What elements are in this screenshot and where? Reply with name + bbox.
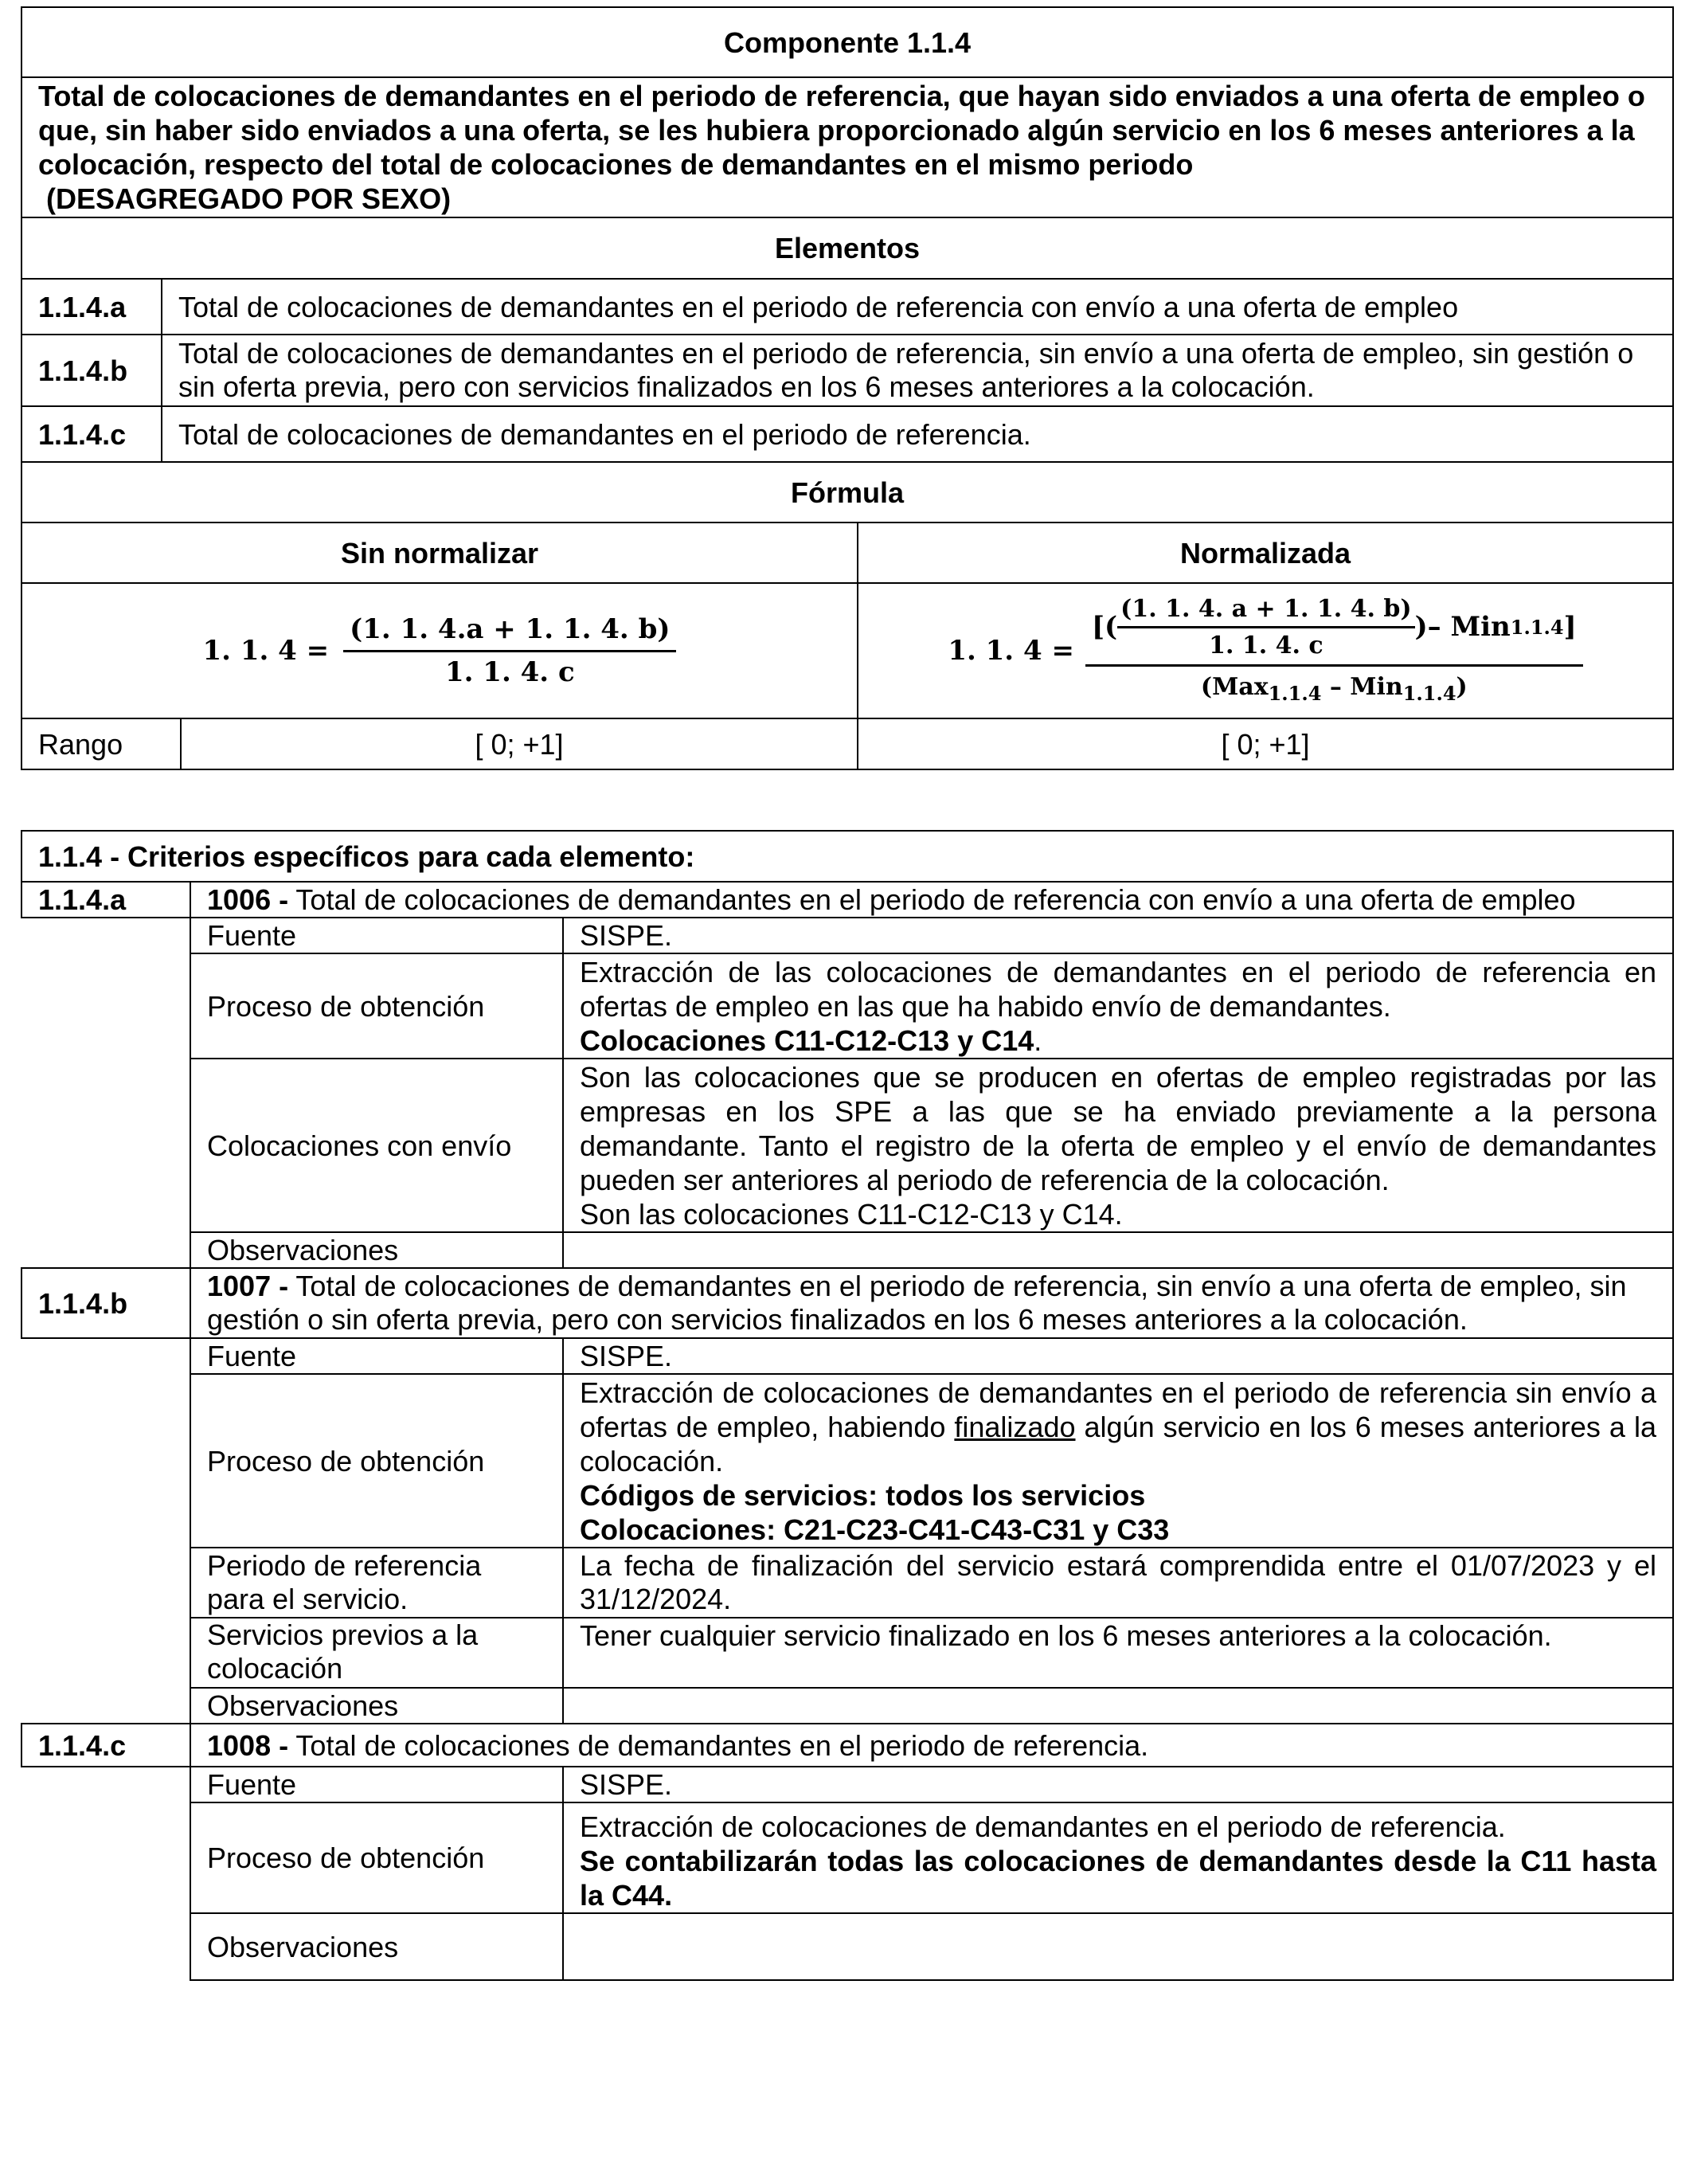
row-label: Observaciones	[190, 1688, 563, 1724]
row-label: Fuente	[190, 918, 563, 953]
formula-min-term: )– Min	[1414, 610, 1511, 643]
element-row	[22, 335, 1673, 406]
criteria-element-a	[22, 882, 1673, 918]
row-label: Observaciones	[190, 1913, 563, 1980]
row-label: Fuente	[190, 1338, 563, 1374]
criteria-code: 1.1.4.c	[22, 1724, 190, 1767]
formula-inner-denominator: 1. 1. 4. c	[1209, 631, 1324, 660]
formula-inner-fraction	[1117, 592, 1414, 663]
element-code: 1.1.4.b	[22, 335, 162, 406]
criteria-code: 1.1.4.b	[22, 1268, 190, 1338]
formula-outer-denominator	[1194, 667, 1474, 710]
row-value-empty	[563, 1232, 1673, 1268]
formula-outer-fraction	[1085, 592, 1583, 710]
criteria-id: 1007 -	[207, 1270, 289, 1302]
criteria-title-text: Total de colocaciones de demandantes en el periodo de referencia.	[288, 1728, 1149, 1762]
row-label: Proceso de obtención	[190, 1802, 563, 1913]
row-value: SISPE.	[563, 1338, 1673, 1374]
formula-max-term: (Max	[1200, 672, 1269, 701]
component-description-text: Total de colocaciones de demandantes en el periodo de referencia, que hayan sido enviados a una oferta de empleo o que, sin haber sido enviados a una oferta, se les hubiera proporcionado algún servicio en los 6 meses anteriores a la colocación, respecto del total de colocaciones de demandantes en el mismo periodo	[38, 80, 1645, 181]
row-label: Periodo de referencia para el servicio.	[190, 1548, 563, 1618]
row-label: Proceso de obtención	[190, 1374, 563, 1548]
row-value: SISPE.	[563, 1767, 1673, 1802]
criteria-spacer	[22, 918, 190, 1268]
row-value-bold: Se contabilizarán todas las colocaciones de demandantes desde la C11 hasta la C44.	[580, 1845, 1656, 1912]
component-table	[21, 6, 1674, 770]
formula-min-sub: 1.1.4	[1510, 615, 1564, 639]
component-description	[22, 77, 1673, 217]
row-value-bold-2: Colocaciones: C21-C23-C41-C43-C31 y C33	[580, 1513, 1170, 1546]
row-value	[563, 1059, 1673, 1232]
range-unnormalized: [ 0; +1]	[181, 718, 858, 769]
row-value-text: Extracción de colocaciones de demandantes en el periodo de referencia.	[580, 1810, 1506, 1843]
element-row	[22, 406, 1673, 462]
formula-unnormalized-expression	[38, 613, 841, 690]
formula-paren-close: )	[1456, 672, 1468, 701]
formula-denominator: 1. 1. 4. c	[444, 656, 575, 688]
element-code: 1.1.4.a	[22, 279, 162, 335]
formula-bracket-close: ]	[1563, 610, 1577, 643]
criteria-spacer	[22, 1767, 190, 1980]
range-normalized: [ 0; +1]	[858, 718, 1673, 769]
elements-header: Elementos	[22, 217, 1673, 279]
row-value	[563, 1374, 1673, 1548]
row-label: Colocaciones con envío	[190, 1059, 563, 1232]
col-unnormalized-header: Sin normalizar	[22, 523, 858, 583]
criteria-title-text: Total de colocaciones de demandantes en el periodo de referencia con envío a una oferta de empleo	[288, 883, 1576, 916]
component-title: Componente 1.1.4	[22, 7, 1673, 77]
row-value-text: Extracción de las colocaciones de demandantes en el periodo de referencia en ofertas de empleo en las que ha habido envío de demandantes.	[580, 955, 1656, 1023]
formula-fraction	[343, 613, 676, 690]
criteria-element-b	[22, 1268, 1673, 1338]
criteria-title-text: Total de colocaciones de demandantes en el periodo de referencia, sin envío a una oferta de empleo, sin gestión o sin oferta previa, pero con servicios finalizados en los 6 meses anteriores a la colocación.	[207, 1270, 1627, 1336]
element-code: 1.1.4.c	[22, 406, 162, 462]
row-value-text-post: algún servicio en los 6 meses anteriores a la colocación.	[580, 1410, 1656, 1478]
component-disaggregation: (DESAGREGADO POR SEXO)	[46, 182, 452, 215]
criteria-title	[190, 882, 1673, 918]
row-label: Fuente	[190, 1767, 563, 1802]
formula-max-sub: 1.1.4	[1268, 681, 1322, 705]
row-value-bold: Colocaciones C11-C12-C13 y C14	[580, 1024, 1034, 1057]
row-label: Proceso de obtención	[190, 953, 563, 1059]
formula-unnormalized	[22, 583, 858, 718]
row-value-text: Extracción de colocaciones de demandantes en el periodo de referencia sin envío a ofertas de empleo, habiendo	[580, 1376, 1656, 1443]
range-label: Rango	[22, 718, 181, 769]
criteria-table	[21, 830, 1674, 1981]
formula-normalized-expression	[874, 592, 1656, 710]
formula-numerator: (1. 1. 4.a + 1. 1. 4. b)	[343, 613, 676, 652]
row-value: La fecha de finalización del servicio estará comprendida entre el 01/07/2023 y el 31/12/2024.	[563, 1548, 1673, 1618]
element-text: Total de colocaciones de demandantes en el periodo de referencia.	[162, 406, 1673, 462]
criteria-spacer	[22, 1338, 190, 1724]
row-value: SISPE.	[563, 918, 1673, 953]
criteria-id: 1008 -	[207, 1728, 289, 1762]
criteria-header: 1.1.4 - Criterios específicos para cada elemento:	[22, 831, 1673, 882]
row-value	[563, 953, 1673, 1059]
row-value-underline: finalizado	[954, 1410, 1076, 1443]
element-row	[22, 279, 1673, 335]
row-value-empty	[563, 1688, 1673, 1724]
row-label: Observaciones	[190, 1232, 563, 1268]
formula-normalized	[858, 583, 1673, 718]
row-value: Tener cualquier servicio finalizado en los 6 meses anteriores a la colocación.	[563, 1618, 1673, 1688]
formula-inner-numerator: (1. 1. 4. a + 1. 1. 4. b)	[1117, 592, 1414, 628]
criteria-id: 1006 -	[207, 883, 289, 916]
formula-min-term-den: – Min	[1321, 672, 1403, 701]
formula-lhs: 1. 1. 4 =	[202, 634, 330, 667]
criteria-title	[190, 1724, 1673, 1767]
row-value	[563, 1802, 1673, 1913]
formula-outer-numerator	[1085, 592, 1583, 667]
row-value-bold-1: Códigos de servicios: todos los servicios	[580, 1478, 1146, 1512]
row-value-empty	[563, 1913, 1673, 1980]
row-value-end: .	[1034, 1024, 1042, 1057]
criteria-element-c	[22, 1724, 1673, 1767]
element-text: Total de colocaciones de demandantes en el periodo de referencia, sin envío a una oferta de empleo, sin gestión o sin oferta previa, pero con servicios finalizados en los 6 meses anteriores a la colocación.	[162, 335, 1673, 406]
row-label: Servicios previos a la colocación	[190, 1618, 563, 1688]
row-value-text-2: Son las colocaciones C11-C12-C13 y C14.	[580, 1197, 1123, 1231]
element-text: Total de colocaciones de demandantes en el periodo de referencia con envío a una oferta de empleo	[162, 279, 1673, 335]
formula-bracket-open: [(	[1091, 610, 1118, 643]
formula-lhs: 1. 1. 4 =	[948, 634, 1074, 667]
criteria-code: 1.1.4.a	[22, 882, 190, 918]
criteria-title	[190, 1268, 1673, 1338]
formula-min-sub-den: 1.1.4	[1402, 681, 1456, 705]
row-value-text: Son las colocaciones que se producen en ofertas de empleo registradas por las empresas en los SPE a las que se ha enviado previamente a la persona demandante. Tanto el registro de la oferta de empleo y el envío de demandantes pueden ser anteriores al periodo de referencia de la colocación.	[580, 1060, 1656, 1196]
formula-header: Fórmula	[22, 462, 1673, 523]
col-normalized-header: Normalizada	[858, 523, 1673, 583]
